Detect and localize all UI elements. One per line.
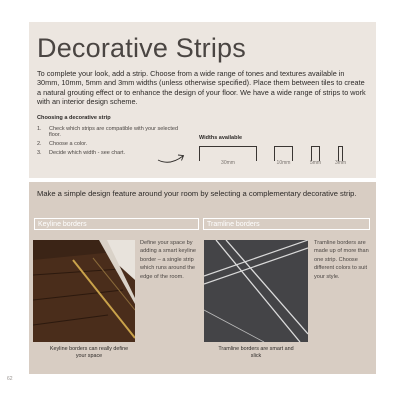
page-number: 62: [7, 376, 13, 382]
strip-5mm-shape: [311, 146, 320, 161]
tramline-label: Tramline borders: [203, 218, 370, 230]
page-title: Decorative Strips: [37, 33, 246, 63]
curved-arrow-icon: [156, 152, 186, 166]
step-number: 3.: [37, 150, 42, 157]
step-text: Check which strips are compatible with your selected floor.: [49, 126, 179, 139]
tramline-description: Tramline borders are made up of more than one strip. Choose different colors to suit your style.: [314, 240, 369, 280]
strip-3mm-shape: [338, 146, 343, 161]
tramline-photo: [204, 240, 308, 342]
step-number: 1.: [37, 126, 42, 132]
design-intro: Make a simple design feature around your room by selecting a complementary decorative strip.: [37, 189, 357, 198]
keyline-photo: [33, 240, 135, 342]
strip-30mm-label: 30mm: [221, 160, 235, 166]
design-feature-panel: [29, 182, 376, 374]
tramline-caption: Tramline borders are smart and slick: [218, 346, 294, 359]
intro-paragraph: To complete your look, add a strip. Choose from a wide range of tones and textures available in 30mm, 10mm, 5mm and 3mm widths (unless otherwise specified). Place them between tiles to create a natural grouting effect or to enhance the design of your floor. We have a wide range of strips to work with an interior design scheme.: [37, 69, 366, 106]
keyline-label: Keyline borders: [34, 218, 199, 230]
strips-info-panel: [29, 22, 376, 178]
widths-title: Widths available: [199, 135, 243, 141]
strip-10mm-label: 10mm: [276, 160, 291, 166]
strip-5mm-label: 5mm: [309, 160, 322, 166]
step-item: [37, 126, 187, 139]
step-number: 2.: [37, 141, 42, 148]
strip-30mm-shape: [199, 146, 257, 161]
step-text: Choose a color.: [49, 141, 88, 148]
step-text: Decide which width - see chart.: [49, 150, 126, 157]
step-item: [37, 141, 187, 147]
strip-10mm-shape: [274, 146, 293, 161]
strip-3mm-label: 3mm: [334, 160, 347, 166]
choosing-title: Choosing a decorative strip: [37, 115, 111, 121]
keyline-description: Define your space by adding a smart keyline border – a single strip which runs around the edge of the room.: [140, 240, 196, 280]
keyline-caption: Keyline borders can really define your space: [49, 346, 129, 359]
